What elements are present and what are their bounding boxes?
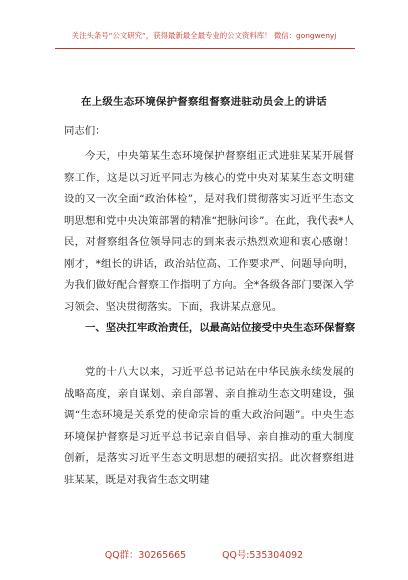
footer-contact [0, 547, 408, 561]
footer-qq-group: QQ群：30265665 [104, 550, 187, 561]
body-paragraph-2: 党的十八大以来，习近平总书记站在中华民族永续发展的战略高度，亲自谋划、亲自部署、亲自推动生态文明建设，强调“生态环境是关系党的使命宗旨的重大政治问题”。中央生态环境保护督察是习近平总书记亲自倡导、亲自推动的重大制度创新，是落实习近平生态文明思想的硬招实招。此次督察组进驻某某，既是对我省生态文明建 [64, 366, 354, 486]
section-heading-1: 一、坚决扛牢政治责任，以最高站位接受中央生态环保督察 [85, 322, 356, 334]
header-banner: 关注头条号“公文研究”，获得最新最全最专业的公文资料库！ 微信：gongwenyj [71, 31, 337, 40]
salutation: 同志们： [64, 125, 106, 137]
document-title: 在上级生态环境保护督察组督察进驻动员会上的讲话 [81, 96, 327, 108]
header-divider [55, 48, 355, 49]
body-paragraph-1: 今天，中央第某生态环境保护督察组正式进驻某某开展督察工作，这是以习近平同志为核心的党中央对某某生态文明建设的又一次全面“政治体检”，是对我们贯彻落实习近平生态文明思想和党中央决策部署的精准“把脉问诊”。在此，我代表*人民，对督察组各位领导同志的到来表示热烈欢迎和衷心感谢！刚才，*组长的讲话，政治站位高、工作要求严、问题导向明，为我们做好配合督察工作指明了方向。全*各级各部门要深入学习领会、坚决贯彻落实。下面，我讲某点意见。 [64, 150, 354, 313]
footer-qq-number: QQ号:535304092 [222, 550, 304, 561]
